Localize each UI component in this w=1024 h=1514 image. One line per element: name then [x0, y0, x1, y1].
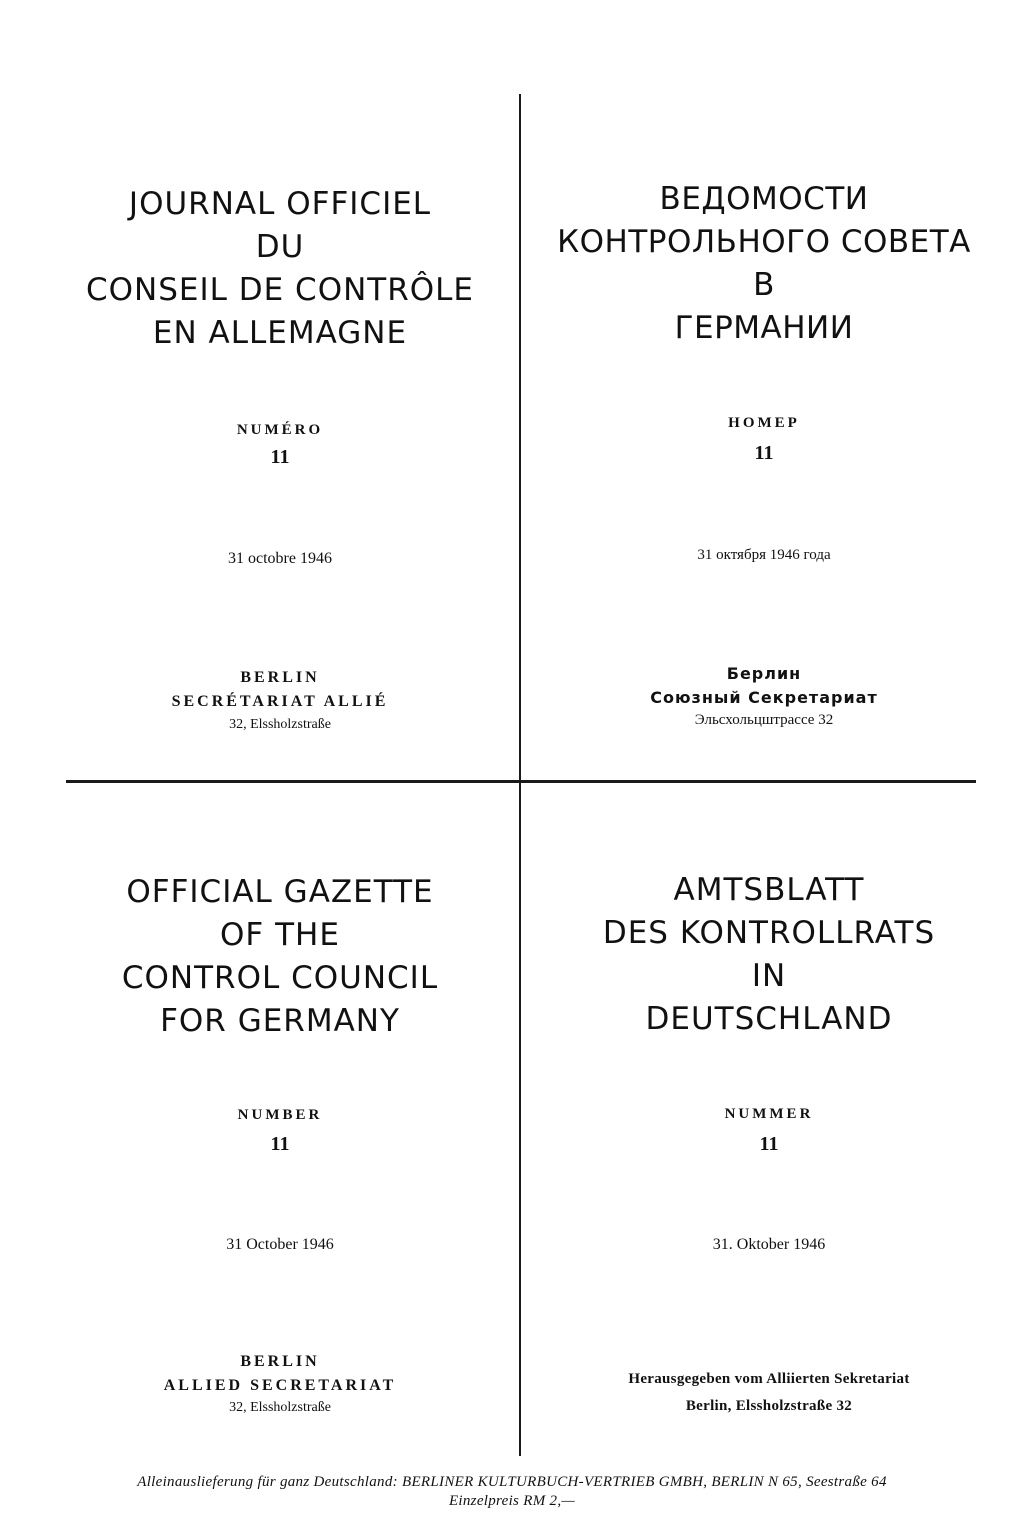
french-publisher-name: SECRÉTARIAT ALLIÉ	[171, 693, 389, 710]
french-number: 11	[270, 446, 290, 468]
german-title-line-3: IN	[751, 958, 787, 994]
english-publisher-city: BERLIN	[240, 1353, 320, 1370]
price-note: Einzelpreis RM 2,—	[448, 1493, 576, 1509]
german-publisher-address: Berlin, Elssholzstraße 32	[685, 1398, 853, 1414]
english-number-label: NUMBER	[237, 1107, 323, 1123]
russian-title-line-1: ВЕДОМОСТИ	[659, 181, 869, 217]
english-title-line-1: OFFICIAL GAZETTE	[126, 874, 434, 910]
french-title-line-2: DU	[255, 229, 305, 265]
russian-number-label: НОМЕР	[728, 415, 800, 431]
english-number: 11	[270, 1133, 290, 1155]
german-title-line-2: DES KONTROLLRATS	[602, 915, 936, 951]
english-publisher-name: ALLIED SECRETARIAT	[163, 1377, 397, 1394]
russian-date: 31 октября 1946 года	[697, 547, 831, 563]
distribution-note: Alleinauslieferung für ganz Deutschland: BERLINER KULTURBUCH-VERTRIEB GMBH, BERLIN N 65, Seestraße 64	[137, 1474, 887, 1490]
german-title-line-4: DEUTSCHLAND	[645, 1001, 893, 1037]
french-title-line-1: JOURNAL OFFICIEL	[128, 186, 432, 222]
russian-publisher-name: Союзный Секретариат	[650, 688, 878, 707]
german-number: 11	[759, 1133, 779, 1155]
russian-section	[524, 0, 1004, 780]
russian-title-line-2: КОНТРОЛЬНОГО СОВЕТА	[557, 224, 971, 260]
english-section	[40, 783, 520, 1456]
german-publisher-name: Herausgegeben vom Alliierten Sekretariat	[628, 1371, 910, 1387]
english-title-line-2: OF THE	[220, 917, 340, 953]
french-title-line-4: EN ALLEMAGNE	[152, 315, 408, 351]
german-number-label: NUMMER	[724, 1106, 814, 1122]
french-section	[40, 0, 520, 780]
german-section	[524, 783, 1014, 1456]
russian-title-line-3: В	[753, 267, 775, 303]
russian-title-line-4: ГЕРМАНИИ	[674, 310, 854, 346]
french-publisher-city: BERLIN	[240, 669, 320, 686]
russian-publisher-address: Эльсхольцштрассе 32	[694, 712, 834, 728]
german-date: 31. Oktober 1946	[712, 1236, 826, 1253]
french-date: 31 octobre 1946	[228, 550, 332, 567]
german-title-line-1: AMTSBLATT	[673, 872, 865, 908]
french-publisher-address: 32, Elssholzstraße	[229, 717, 331, 732]
french-number-label: NUMÉRO	[236, 422, 324, 438]
english-date: 31 October 1946	[226, 1236, 334, 1253]
english-title-line-3: CONTROL COUNCIL	[121, 960, 439, 996]
russian-publisher-city: Берлин	[726, 664, 802, 683]
english-publisher-address: 32, Elssholzstraße	[229, 1400, 331, 1415]
french-title-line-3: CONSEIL DE CONTRÔLE	[85, 272, 475, 308]
english-title-line-4: FOR GERMANY	[160, 1003, 400, 1039]
russian-number: 11	[754, 442, 774, 464]
